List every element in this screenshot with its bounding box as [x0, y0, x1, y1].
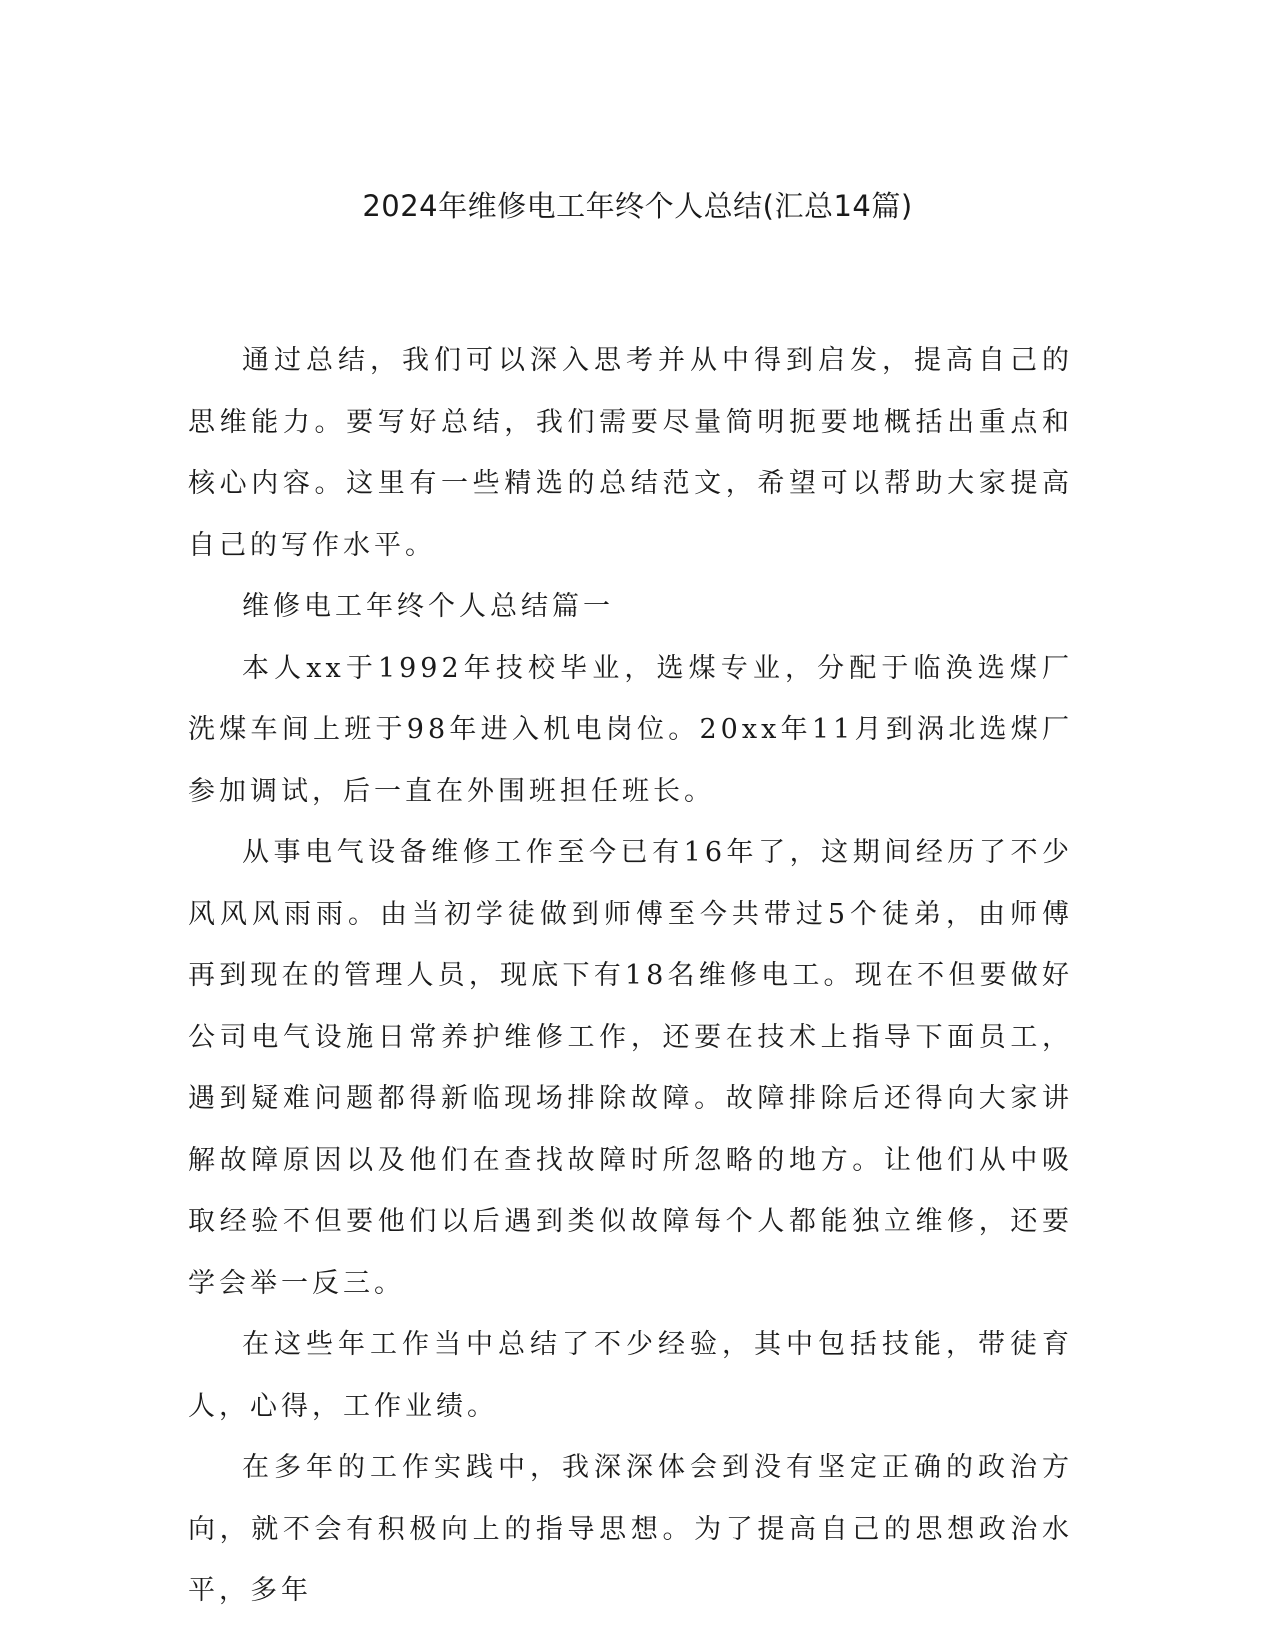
- paragraph: 从事电气设备维修工作至今已有16年了，这期间经历了不少风风风雨雨。由当初学徒做到师傅至今共带过5个徒弟，由师傅再到现在的管理人员，现底下有18名维修电工。现在不但要做好公司电气设施日常养护维修工作，还要在技术上指导下面员工，遇到疑难问题都得新临现场排除故障。故障排除后还得向大家讲解故障原因以及他们在查找故障时所忽略的地方。让他们从中吸取经验不但要他们以后遇到类似故障每个人都能独立维修，还要学会举一反三。: [188, 837, 1073, 1299]
- paragraph: 在这些年工作当中总结了不少经验，其中包括技能，带徒育人，心得，工作业绩。: [188, 1329, 1073, 1422]
- paragraph: 在多年的工作实践中，我深深体会到没有坚定正确的政治方向，就不会有积极向上的指导思想。为了提高自己的思想政治水平，多年: [188, 1452, 1073, 1606]
- document-title: 2024年维修电工年终个人总结(汇总14篇): [362, 189, 913, 223]
- paragraph: 本人xx于1992年技校毕业，选煤专业，分配于临涣选煤厂洗煤车间上班于98年进入机电岗位。20xx年11月到涡北选煤厂参加调试，后一直在外围班担任班长。: [188, 652, 1073, 807]
- document-body: [188, 330, 1073, 1622]
- section-heading: 维修电工年终个人总结篇一: [242, 591, 614, 622]
- paragraph-intro: 通过总结，我们可以深入思考并从中得到启发，提高自己的思维能力。要写好总结，我们需要尽量简明扼要地概括出重点和核心内容。这里有一些精选的总结范文，希望可以帮助大家提高自己的写作水平。: [188, 345, 1073, 561]
